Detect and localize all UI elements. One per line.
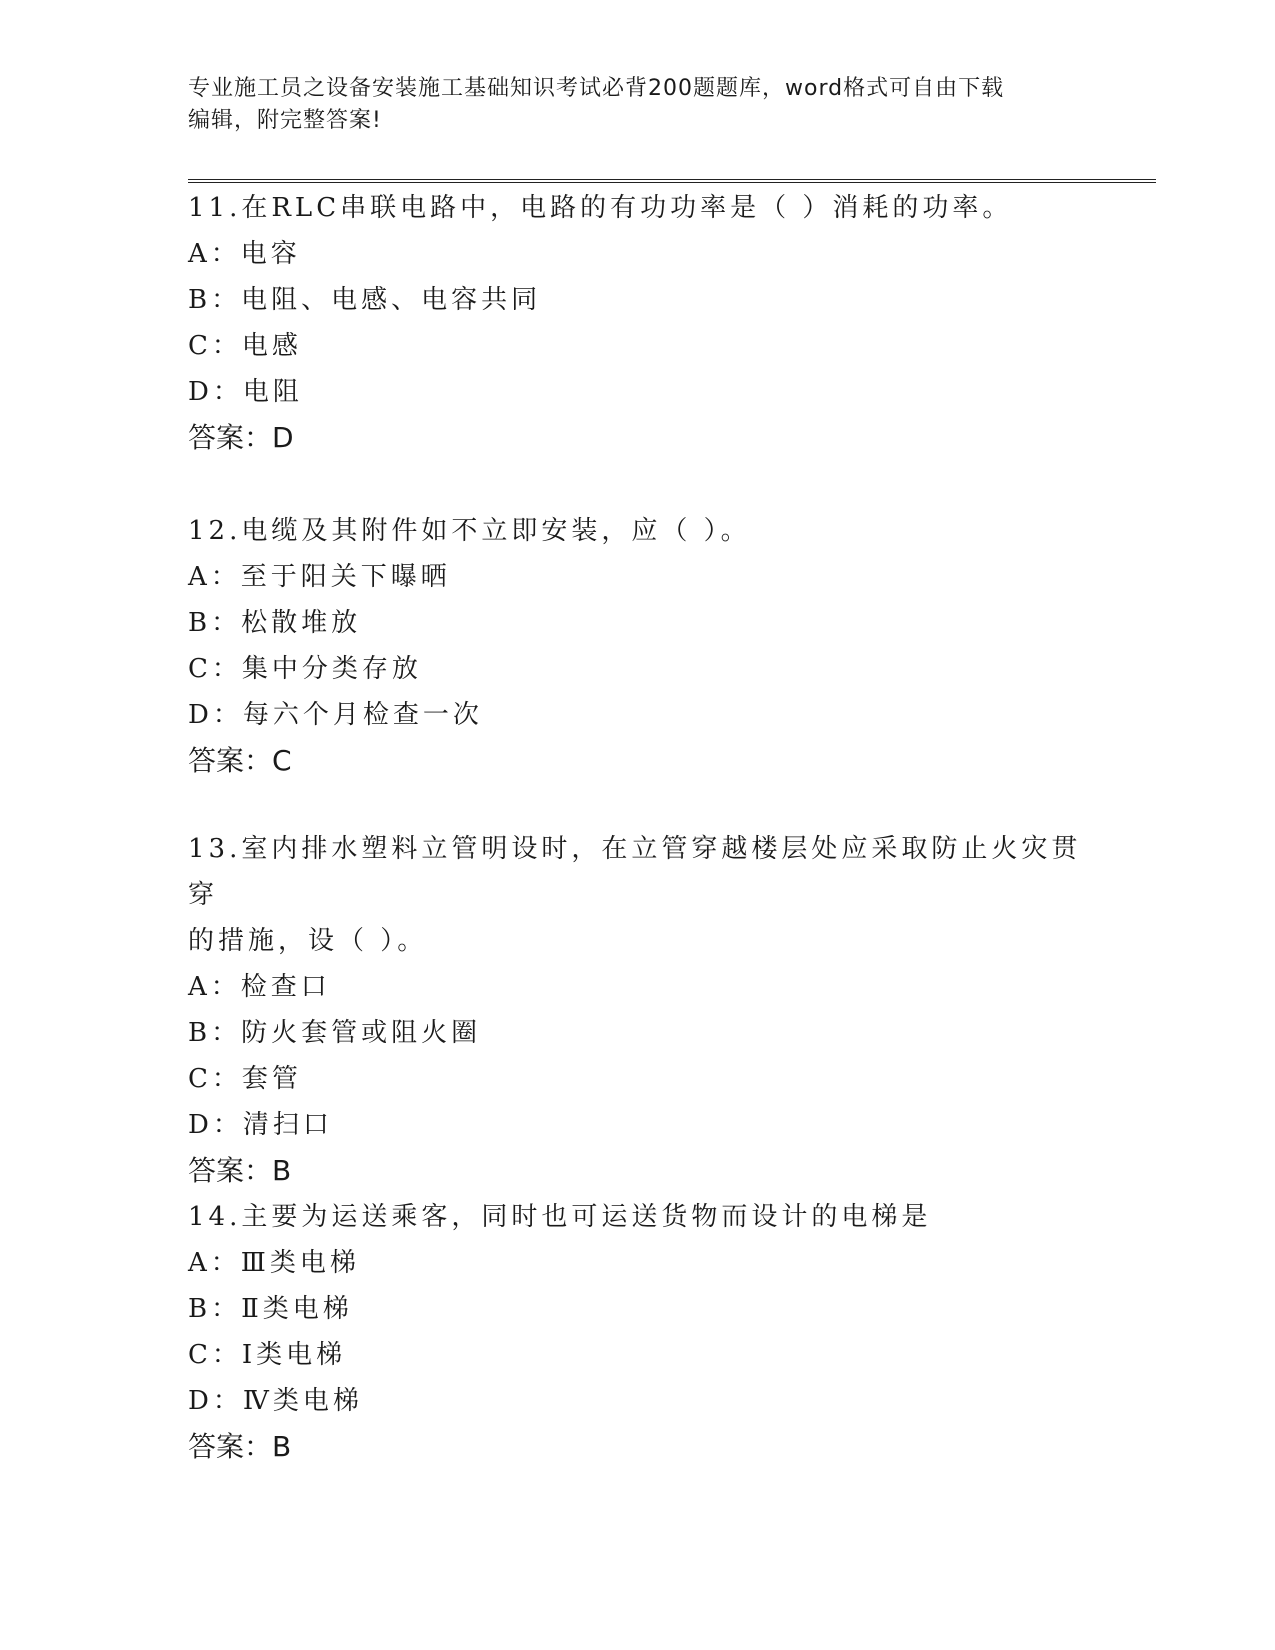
option-c: C：集中分类存放 xyxy=(188,654,422,684)
option-c: C：Ⅰ类电梯 xyxy=(188,1340,347,1370)
option-d: D：每六个月检查一次 xyxy=(188,700,483,730)
answer: 答案：B xyxy=(188,1430,292,1463)
option-a: A：Ⅲ类电梯 xyxy=(188,1248,360,1278)
option-c: C：套管 xyxy=(188,1064,302,1094)
option-b: B：松散堆放 xyxy=(188,608,362,638)
header-divider xyxy=(188,179,1156,183)
option-d: D：清扫口 xyxy=(188,1110,333,1140)
question-stem: 11.在RLC串联电路中，电路的有功功率是（ ）消耗的功率。 xyxy=(188,193,1013,223)
question-stem-line-1: 13.室内排水塑料立管明设时，在立管穿越楼层处应采取防止火灾贯穿 xyxy=(188,834,1082,910)
header-title-line-2: 编辑，附完整答案! xyxy=(188,108,382,133)
question-14 xyxy=(188,1194,1088,1470)
header-title-line-1: 专业施工员之设备安装施工基础知识考试必背200题题库，word格式可自由下载 xyxy=(188,76,1005,101)
question-12 xyxy=(188,508,1088,784)
option-a: A：检查口 xyxy=(188,972,331,1002)
answer: 答案：B xyxy=(188,1154,292,1187)
answer: 答案：C xyxy=(188,744,292,777)
document-header xyxy=(188,73,1068,137)
question-stem: 12.电缆及其附件如不立即安装，应（ ）。 xyxy=(188,516,751,546)
answer: 答案：D xyxy=(188,421,294,454)
option-b: B：电阻、电感、电容共同 xyxy=(188,285,542,315)
option-a: A：电容 xyxy=(188,239,301,269)
question-11 xyxy=(188,185,1088,461)
question-stem: 14.主要为运送乘客，同时也可运送货物而设计的电梯是 xyxy=(188,1202,932,1232)
option-d: D：Ⅳ类电梯 xyxy=(188,1386,363,1416)
question-stem-line-2: 的措施，设（ ）。 xyxy=(188,926,428,956)
option-b: B：Ⅱ类电梯 xyxy=(188,1294,353,1324)
option-b: B：防火套管或阻火圈 xyxy=(188,1018,482,1048)
option-a: A：至于阳关下曝晒 xyxy=(188,562,451,592)
question-13 xyxy=(188,826,1088,1194)
option-c: C：电感 xyxy=(188,331,302,361)
option-d: D：电阻 xyxy=(188,377,303,407)
